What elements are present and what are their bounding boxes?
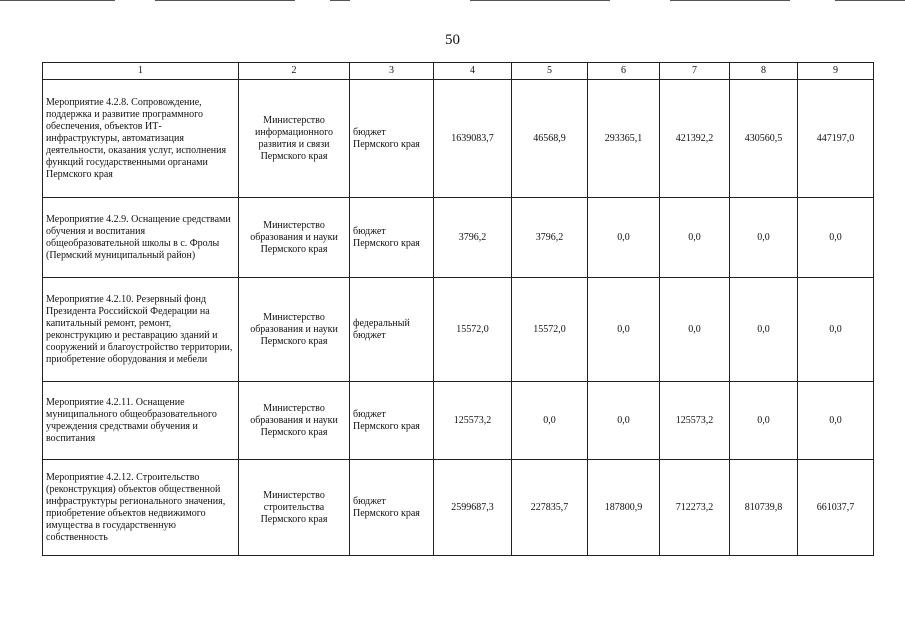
amount-cell: 0,0 [730,198,798,278]
amount-cell: 0,0 [730,382,798,460]
column-number: 6 [588,63,660,80]
amount-cell: 2599687,3 [434,460,512,556]
measure-name: Мероприятие 4.2.11. Оснащение муниципального общеобразовательного учреждения средствами обучения и воспитания [43,382,239,460]
program-measures-table [42,62,874,556]
amount-cell: 430560,5 [730,80,798,198]
page-number: 50 [445,32,460,48]
funding-source: бюджет Пермского края [350,460,434,556]
funding-source: федеральный бюджет [350,278,434,382]
amount-cell: 0,0 [660,278,730,382]
funding-source: бюджет Пермского края [350,80,434,198]
amount-cell: 187800,9 [588,460,660,556]
amount-cell: 293365,1 [588,80,660,198]
column-number-row [43,63,874,80]
responsible-ministry: Министерство строительства Пермского края [239,460,350,556]
table-row [43,382,874,460]
table-row [43,80,874,198]
amount-cell: 0,0 [588,278,660,382]
amount-cell: 46568,9 [512,80,588,198]
amount-cell: 447197,0 [798,80,874,198]
column-number: 8 [730,63,798,80]
amount-cell: 0,0 [798,278,874,382]
amount-cell: 15572,0 [512,278,588,382]
column-number: 4 [434,63,512,80]
table-row [43,460,874,556]
measure-name: Мероприятие 4.2.12. Строительство (реконструкция) объектов общественной инфраструктуры регионального значения, приобретение объектов недвижимого имущества в государственную собственность [43,460,239,556]
column-number: 5 [512,63,588,80]
amount-cell: 125573,2 [660,382,730,460]
amount-cell: 0,0 [660,198,730,278]
scan-top-edge [0,0,905,2]
responsible-ministry: Министерство образования и науки Пермского края [239,278,350,382]
amount-cell: 0,0 [588,382,660,460]
amount-cell: 0,0 [730,278,798,382]
amount-cell: 0,0 [798,198,874,278]
responsible-ministry: Министерство образования и науки Пермского края [239,382,350,460]
amount-cell: 125573,2 [434,382,512,460]
column-number: 7 [660,63,730,80]
amount-cell: 227835,7 [512,460,588,556]
measure-name: Мероприятие 4.2.8. Сопровождение, поддержка и развитие программного обеспечения, объектов ИТ-инфраструктуры, автоматизация деятельности, оказания услуг, исполнения функций государственными органами Пермского края [43,80,239,198]
table-row [43,278,874,382]
amount-cell: 661037,7 [798,460,874,556]
funding-source: бюджет Пермского края [350,198,434,278]
responsible-ministry: Министерство информационного развития и связи Пермского края [239,80,350,198]
amount-cell: 1639083,7 [434,80,512,198]
column-number: 2 [239,63,350,80]
amount-cell: 3796,2 [434,198,512,278]
amount-cell: 0,0 [512,382,588,460]
amount-cell: 0,0 [798,382,874,460]
amount-cell: 0,0 [588,198,660,278]
amount-cell: 712273,2 [660,460,730,556]
funding-source: бюджет Пермского края [350,382,434,460]
amount-cell: 15572,0 [434,278,512,382]
measure-name: Мероприятие 4.2.10. Резервный фонд Президента Российской Федерации на капитальный ремонт, ремонт, реконструкцию и реставрацию зданий и сооружений и благоустройство территории, приобретение оборудования и мебели [43,278,239,382]
amount-cell: 3796,2 [512,198,588,278]
amount-cell: 421392,2 [660,80,730,198]
column-number: 9 [798,63,874,80]
amount-cell: 810739,8 [730,460,798,556]
table-row [43,198,874,278]
column-number: 3 [350,63,434,80]
column-number: 1 [43,63,239,80]
responsible-ministry: Министерство образования и науки Пермского края [239,198,350,278]
measure-name: Мероприятие 4.2.9. Оснащение средствами обучения и воспитания общеобразовательной школы в с. Фролы (Пермский муниципальный район) [43,198,239,278]
